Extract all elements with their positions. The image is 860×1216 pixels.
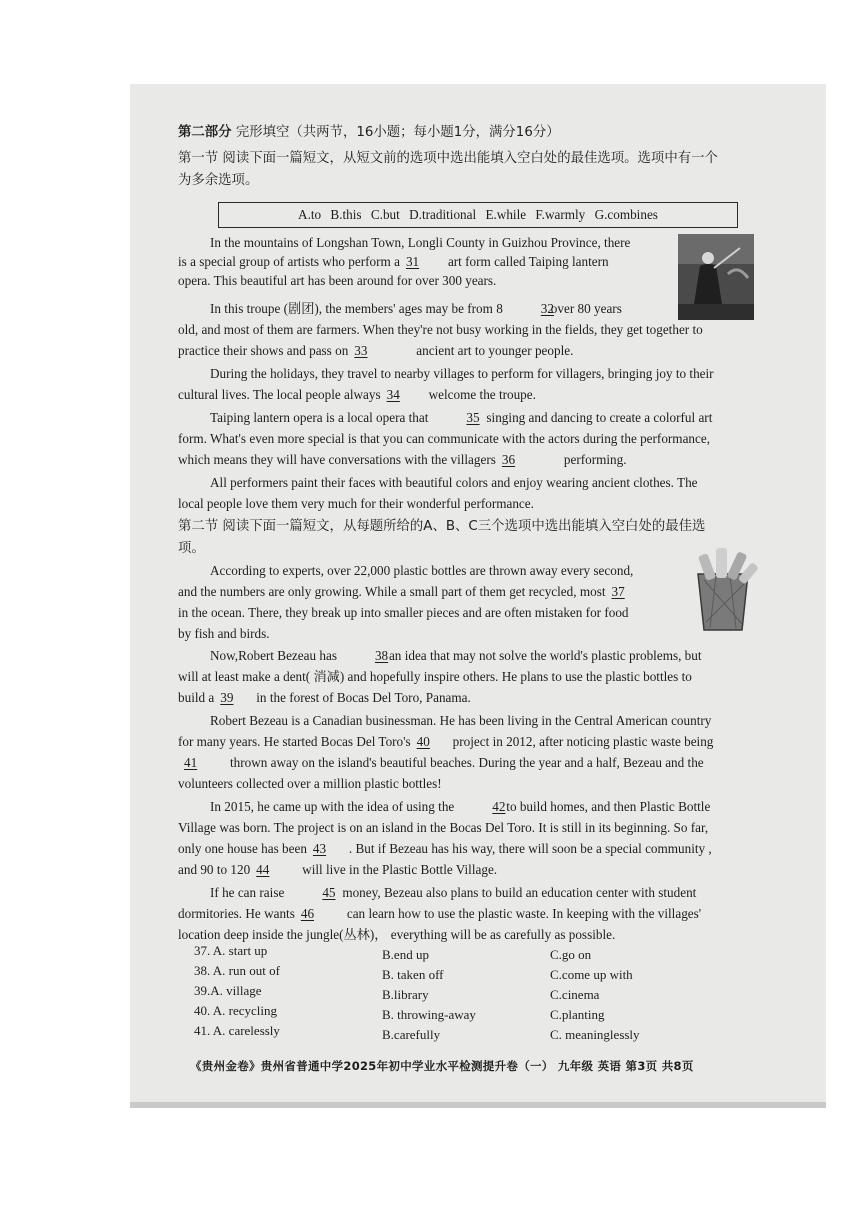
text-span: will live in the Plastic Bottle Village. [302,862,498,877]
passage1-line [178,253,808,271]
text-span: performing. [563,452,627,467]
option-38-c: C.come up with [550,967,633,982]
section2-instruction-cont: 项。 [178,541,205,556]
text-span: In 2015, he came up with the idea of using the [210,799,455,814]
blank-37: 37 [611,584,625,599]
text-span: art form called Taiping lantern [447,254,609,269]
passage2-line [178,754,808,772]
text-span: in the forest of Bocas Del Toro, Panama. [256,690,471,705]
text-span: money, Bezeau also plans to build an education center with student [342,885,697,900]
word-option: F.warmly [535,207,586,222]
word-option: E.while [485,207,527,222]
option-39-b: B.library [382,987,429,1002]
option-39-c: C.cinema [550,987,600,1002]
text-span: over 80 years [550,301,622,316]
passage2-line: Village was born. The project is on an island in the Bocas Del Toro. It is still in its beginning. So far, [178,820,709,835]
text-span: In this troupe (剧团), the members' ages may be from 8 [210,301,503,316]
blank-43: 43 [312,841,327,856]
part2-heading-rest: 完形填空（共两节，16小题；每小题1分，满分16分） [235,125,560,140]
text-span: and 90 to 120 [178,862,251,877]
option-37-a: 37. A. start up [194,943,268,958]
option-40-c: C.planting [550,1007,605,1022]
blank-33: 33 [354,343,368,358]
passage1-line [178,386,808,404]
passage1-line: local people love them very much for their wonderful performance. [178,496,534,511]
blank-34: 34 [386,387,400,402]
passage2-line [178,647,808,665]
text-span: cultural lives. The local people always [178,387,381,402]
text-span: ancient art to younger people. [416,343,574,358]
word-option: A.to [298,207,322,222]
passage1-line: All performers paint their faces with beautiful colors and enjoy wearing ancient clothes. The [210,475,698,490]
exam-page [130,84,826,1108]
word-option: G.combines [594,207,658,222]
passage2-line: volunteers collected over a million plastic bottles! [178,776,442,791]
option-40-b: B. throwing-away [382,1007,476,1022]
option-41-c: C. meaninglessly [550,1027,640,1042]
blank-46: 46 [300,906,315,921]
passage2-line: Robert Bezeau is a Canadian businessman. He has been living in the Central American country [210,713,712,728]
passage2-line: According to experts, over 22,000 plastic bottles are thrown away every second, [210,563,634,578]
part2-heading-bold: 第二部分 [178,125,232,140]
text-span: which means they will have conversations with the villagers [178,452,496,467]
word-option: B.this [330,207,362,222]
blank-41: 41 [184,755,198,770]
text-span: dormitories. He wants [178,906,295,921]
blank-45: 45 [322,885,336,900]
blank-38: 38 [374,648,389,663]
passage2-line: will at least make a dent( 消减) and hopefully inspire others. He plans to use the plastic bottles to [178,669,692,684]
option-41-b: B.carefully [382,1027,441,1042]
passage1-line: During the holidays, they travel to nearby villages to perform for villagers, bringing joy to their [210,366,714,381]
passage2-line: by fish and birds. [178,626,270,641]
text-span: Taiping lantern opera is a local opera that [210,410,429,425]
part2-heading [178,124,808,142]
option-37-c: C.go on [550,947,592,962]
passage2-line [178,798,808,816]
passage2-line [178,733,808,751]
passage1-line: In the mountains of Longshan Town, Longli County in Guizhou Province, there [210,235,631,250]
passage1-line [178,409,808,427]
blank-32: 32 [540,301,554,316]
blank-40: 40 [416,734,430,749]
word-option: C.but [370,207,400,222]
passage1-line: opera. This beautiful art has been around for over 300 years. [178,273,497,288]
text-span: project in 2012, after noticing plastic waste being [452,734,714,749]
passage1-line: old, and most of them are farmers. When they're not busy working in the fields, they get together to [178,322,703,337]
passage1-line [178,300,808,318]
blank-31: 31 [405,254,420,269]
passage2-line: in the ocean. There, they break up into smaller pieces and are often mistaken for food [178,605,629,620]
text-span: is a special group of artists who perform a [178,254,400,269]
option-39-a: 39.A. village [194,983,262,998]
blank-35: 35 [466,410,480,425]
text-span: Now,Robert Bezeau has [210,648,337,663]
blank-39: 39 [220,690,234,705]
passage2-line [178,689,808,707]
section1-instruction: 第一节 阅读下面一篇短文，从短文前的选项中选出能填入空白处的最佳选项。选项中有一个 [178,151,718,166]
page-footer: 《贵州金卷》贵州省普通中学2025年初中学业水平检测提升卷（一） 九年级 英语 第3页 共8页 [190,1059,694,1073]
text-span: If he can raise [210,885,285,900]
text-span: can learn how to use the plastic waste. In keeping with the villages' [346,906,702,921]
passage2-line [178,583,808,601]
option-37-b: B.end up [382,947,429,962]
text-span: to build homes, and then Plastic Bottle [506,799,711,814]
passage2-line [178,884,808,902]
text-span: practice their shows and pass on [178,343,349,358]
passage1-line [178,342,808,360]
text-span: and the numbers are only growing. While a small part of them get recycled, most [178,584,606,599]
passage2-line: location deep inside the jungle(丛林)， everything will be as carefully as possible. [178,927,616,942]
text-span: an idea that may not solve the world's plastic problems, but [388,648,702,663]
word-option: D.traditional [409,207,477,222]
word-bank-box [218,202,738,228]
passage1-line [178,451,808,469]
option-38-b: B. taken off [382,967,444,982]
text-span: only one house has been [178,841,307,856]
text-span: singing and dancing to create a colorful art [486,410,713,425]
section1-instruction-cont: 为多余选项。 [178,173,259,188]
text-span: welcome the troupe. [428,387,536,402]
text-span: . But if Bezeau has his way, there will soon be a special community , [348,841,712,856]
text-span: thrown away on the island's beautiful beaches. During the year and a half, Bezeau and the [230,755,704,770]
passage1-line: form. What's even more special is that you can communicate with the actors during the performance, [178,431,711,446]
option-38-a: 38. A. run out of [194,963,280,978]
passage2-line [178,840,808,858]
text-span: for many years. He started Bocas Del Toro's [178,734,411,749]
blank-42: 42 [492,799,506,814]
blank-44: 44 [256,862,270,877]
passage2-line [178,861,808,879]
option-41-a: 41. A. carelessly [194,1023,280,1038]
option-40-a: 40. A. recycling [194,1003,278,1018]
text-span: build a [178,690,215,705]
blank-36: 36 [501,452,516,467]
passage2-line [178,905,808,923]
section2-instruction: 第二节 阅读下面一篇短文，从每题所给的A、B、C三个选项中选出能填入空白处的最佳选 [178,519,706,534]
